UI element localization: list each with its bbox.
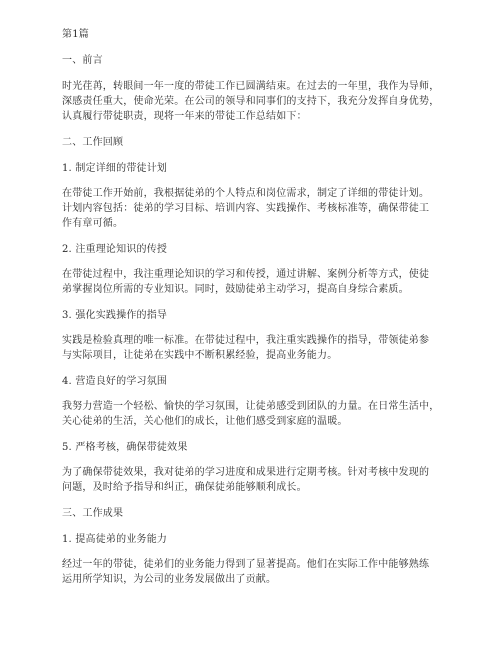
section-heading-results: 三、工作成果 (62, 508, 124, 519)
paragraph-line: 关心徒弟的生活，关心他们的成长，让他们感受到家庭的温暖。 (62, 416, 348, 427)
paragraph-line: 经过一年的带徒，徒弟们的业务能力得到了显著提高。他们在实际工作中能够熟练 (62, 559, 430, 570)
paragraph-line: 在带徒工作开始前，我根据徒弟的个人特点和岗位需求，制定了详细的带徒计划。 (62, 188, 430, 199)
paragraph-line: 为了确保带徒效果，我对徒弟的学习进度和成果进行定期考核。针对考核中发现的 (62, 467, 430, 478)
subsection-title: 1. 提高徒弟的业务能力 (62, 534, 168, 545)
paragraph-line: 与实际项目，让徒弟在实践中不断积累经验，提高业务能力。 (62, 350, 338, 361)
subsection-title: 5. 严格考核，确保带徒效果 (62, 442, 188, 453)
subsection-title: 1. 制定详细的带徒计划 (62, 163, 168, 174)
paragraph-line: 深感责任重大，使命光荣。在公司的领导和同事们的支持下，我充分发挥自身优势， (62, 96, 440, 107)
subsection-body (62, 557, 442, 587)
paragraph-line: 认真履行带徒职责，现将一年来的带徒工作总结如下： (62, 111, 307, 122)
paragraph-line: 运用所学知识，为公司的业务发展做出了贡献。 (62, 574, 277, 585)
paragraph-line: 我努力营造一个轻松、愉快的学习氛围，让徒弟感受到团队的力量。在日常生活中， (62, 401, 440, 412)
section-heading-preface: 一、前言 (62, 55, 103, 66)
subsection-body (62, 267, 442, 297)
paragraph-line: 作有章可循。 (62, 218, 124, 229)
paragraph-line: 问题，及时给予指导和纠正，确保徒弟能够顺利成长。 (62, 482, 307, 493)
paragraph-line: 在带徒过程中，我注重理论知识的学习和传授，通过讲解、案例分析等方式，使徒 (62, 269, 430, 280)
document-body (62, 27, 442, 587)
subsection-body (62, 333, 442, 363)
subsection-title: 2. 注重理论知识的传授 (62, 244, 168, 255)
paragraph-line: 弟掌握岗位所需的专业知识。同时，鼓励徒弟主动学习，提高自身综合素质。 (62, 284, 409, 295)
subsection-body (62, 465, 442, 495)
paragraph-line: 时光荏苒，转眼间一年一度的带徒工作已圆满结束。在过去的一年里，我作为导师， (62, 81, 440, 92)
part-label: 第1篇 (62, 29, 89, 40)
paragraph-line: 计划内容包括：徒弟的学习目标、培训内容、实践操作、考核标准等，确保带徒工 (62, 203, 430, 214)
section-heading-review: 二、工作回顾 (62, 137, 124, 148)
subsection-body (62, 186, 442, 231)
paragraph-line: 实践是检验真理的唯一标准。在带徒过程中，我注重实践操作的指导，带领徒弟参 (62, 335, 430, 346)
preface-paragraph (62, 79, 442, 124)
subsection-body (62, 399, 442, 429)
subsection-title: 3. 强化实践操作的指导 (62, 310, 168, 321)
subsection-title: 4. 营造良好的学习氛围 (62, 376, 168, 387)
